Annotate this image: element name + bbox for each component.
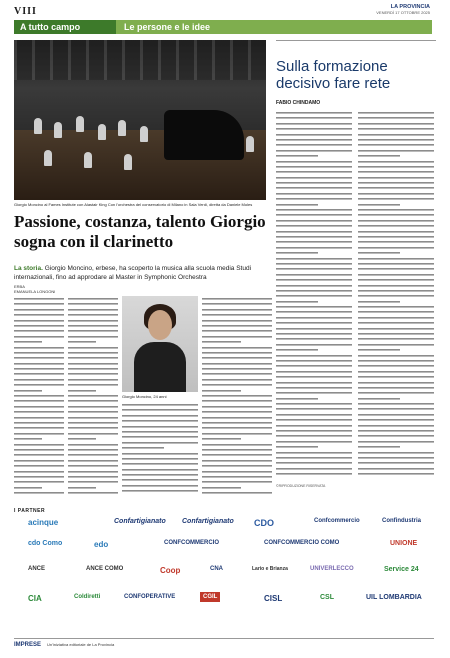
partner-logo: CSL — [320, 594, 334, 601]
musician-figure — [124, 154, 132, 170]
text-line — [14, 490, 64, 495]
text-line — [122, 488, 198, 493]
partner-logo: CISL — [264, 594, 283, 603]
text-line — [358, 471, 434, 476]
page-number: VIII — [14, 6, 37, 17]
musician-figure — [34, 118, 42, 134]
partner-logo: CONFCOMMERCIO COMO — [264, 540, 340, 546]
musician-figure — [54, 122, 62, 138]
sidebar-byline: FABIO CHINDAMO — [276, 100, 321, 106]
section-label: A tutto campo — [14, 20, 116, 34]
divider — [276, 40, 436, 41]
author-block — [14, 284, 55, 294]
partner-logo: ANCE — [28, 566, 46, 572]
article-column-2 — [68, 296, 118, 496]
masthead — [376, 4, 430, 15]
partner-logo: edo — [94, 540, 109, 549]
musician-figure — [44, 150, 52, 166]
sidebar-column-2 — [358, 110, 434, 482]
musician-figure — [84, 152, 92, 168]
bottom-text: Un'iniziativa editoriale de La Provincia — [47, 642, 115, 647]
musician-figure — [98, 124, 106, 140]
partner-logo: Confartigianato — [182, 518, 234, 525]
photo-caption: Giorgio Moncino al Fames Institute con Alastair King Con l'orchestra del conservatorio di Milano in Sala Verdi, diretta da Daniele Moles — [14, 202, 253, 207]
partner-logo: Coldiretti — [74, 594, 101, 600]
lead-label: La storia. — [14, 265, 43, 272]
copyright-note: ©RIPRODUZIONE RISERVATA — [276, 484, 326, 488]
article-column-1 — [14, 296, 64, 496]
bottom-brand: IMPRESE — [14, 641, 42, 648]
orchestra-photo — [14, 40, 266, 200]
lead-text: Giorgio Moncino, erbese, ha scoperto la musica alla scuola media Studi internazionali, fino ad approdare al Master in Symphonic Orchestra — [14, 265, 252, 281]
partner-logo: CNA — [210, 566, 223, 572]
partner-logo: Service 24 — [384, 566, 419, 573]
article-lead — [14, 264, 276, 282]
text-line — [68, 490, 118, 495]
portrait-body — [134, 342, 186, 392]
musician-figure — [76, 116, 84, 132]
musician-figure — [140, 126, 148, 142]
sidebar-title: Sulla formazione decisivo fare rete — [276, 58, 391, 92]
text-line — [202, 490, 272, 495]
article-column-4 — [202, 296, 272, 496]
partner-logo: CONFOPERATIVE — [124, 594, 176, 600]
partner-logo: acinque — [28, 518, 59, 527]
stage-lights — [14, 40, 266, 80]
issue-date: VENERDÌ 17 OTTOBRE 2025 — [376, 10, 430, 15]
portrait-face — [148, 310, 172, 340]
paper-name: LA PROVINCIA — [390, 4, 430, 10]
partners-title: I PARTNER — [14, 508, 46, 514]
partner-logo: Confcommercio — [314, 518, 360, 524]
partner-logo: cdo Como — [28, 540, 63, 547]
partner-logo: UIL LOMBARDIA — [366, 594, 422, 601]
partner-logo: Lario e Brianza — [252, 566, 288, 572]
author-city: ERBA — [14, 284, 25, 289]
partner-logo: Confartigianato — [114, 518, 166, 525]
partner-logo: CDO — [254, 518, 274, 528]
partner-logo: Confindustria — [382, 518, 421, 524]
partner-logo: CIA — [28, 594, 42, 603]
bottom-bar — [14, 638, 434, 650]
partner-logo: Coop — [160, 566, 181, 575]
portrait-photo — [122, 296, 198, 392]
partner-logo: CGIL — [200, 592, 220, 602]
article-column-3 — [122, 402, 198, 496]
portrait-caption: Giorgio Moncino, 24 anni — [122, 394, 167, 399]
partner-logo: CONFCOMMERCIO — [164, 540, 219, 546]
partner-logo: UNIONE — [390, 540, 418, 547]
grand-piano — [164, 110, 244, 160]
musician-figure — [246, 136, 254, 152]
partner-logo: ANCE COMO — [86, 566, 124, 572]
sidebar-column-1 — [276, 110, 352, 482]
author-name: EMANUELA LONGONI — [14, 289, 56, 294]
section-rubric — [14, 20, 432, 34]
text-line — [276, 471, 352, 476]
musician-figure — [118, 120, 126, 136]
partner-logos — [14, 508, 434, 628]
subsection-label: Le persone e le idee — [116, 20, 432, 34]
article-headline: Passione, costanza, talento Giorgio sogna con il clarinetto — [14, 212, 266, 251]
partner-logo: UNIVERLECCO — [310, 566, 354, 572]
